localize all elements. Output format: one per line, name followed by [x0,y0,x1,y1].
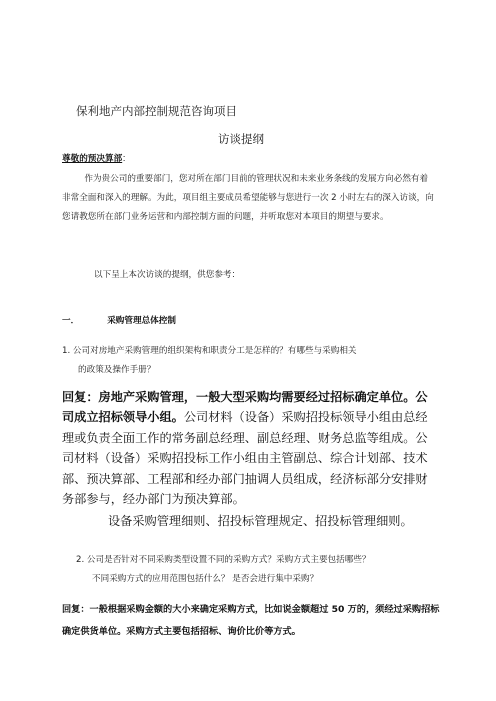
section-heading [62,314,176,326]
section-number: 一． [62,316,80,326]
answer-2: 回复：一般根据采购金额的大小来确定采购方式，比如说金额超过 50 万的，须经过采购招标确定供货单位。采购方式主要包括招标、询价比价等方式。 [62,604,440,637]
answer-1-body: 公司材料（设备）采购招投标领导小组由总经理或负责全面工作的常务副总经理、副总经理、财务总监等组成。公司材料（设备）采购招投标工作小组由主管副总、综合计划部、技术部、预决算部、工程部和经办部门抽调人员组成，经济标部分安排财务部参与，经办部门为预决算部。 [62,410,428,507]
salutation-colon: ： [122,154,131,164]
document-title: 保利地产内部控制规范咨询项目 [76,104,237,118]
question-2 [76,551,436,589]
question-2-line1: 2. 公司是否针对不同采购类型设置不同的采购方式？采购方式主要包括哪些？ [76,555,371,565]
answer-1 [62,387,434,509]
answer-1-lead: 回复：房地产采购管理，一般大型采购均需要经过招标确定单位。公司成立招标领导小组。 [62,390,428,425]
document-subtitle: 访谈提纲 [218,132,264,146]
question-1-line1: 1. 公司对房地产采购管理的组织架构和职责分工是怎样的？有哪些与采购相关 [62,346,357,356]
salutation [62,152,131,164]
intro-note: 以下呈上本次访谈的提纲，供您参考： [94,270,241,280]
question-1-line2: 的政策及操作手册？ [78,365,156,375]
salutation-addressee: 尊敬的预决算部 [62,154,123,164]
question-1 [62,342,434,380]
intro-paragraph [62,170,434,227]
answer-1-documents: 设备采购管理细则、招投标管理规定、招投标管理细则。 [108,514,413,528]
section-title: 采购管理总体控制 [107,316,176,326]
intro-text: 作为贵公司的重要部门，您对所在部门目前的管理状况和未来业务条线的发展方向必然有着非常全面和深入的理解。为此，项目组主要成员希望能够与您进行一次 2 小时左右的深入访谈，向您请教您所在部门业务运营和内部控制方面的问题，并听取您对本项目的期望与要求。 [62,174,434,222]
question-2-line2: 不同采购方式的应用范围包括什么？ 是否会进行集中采购？ [92,574,319,584]
